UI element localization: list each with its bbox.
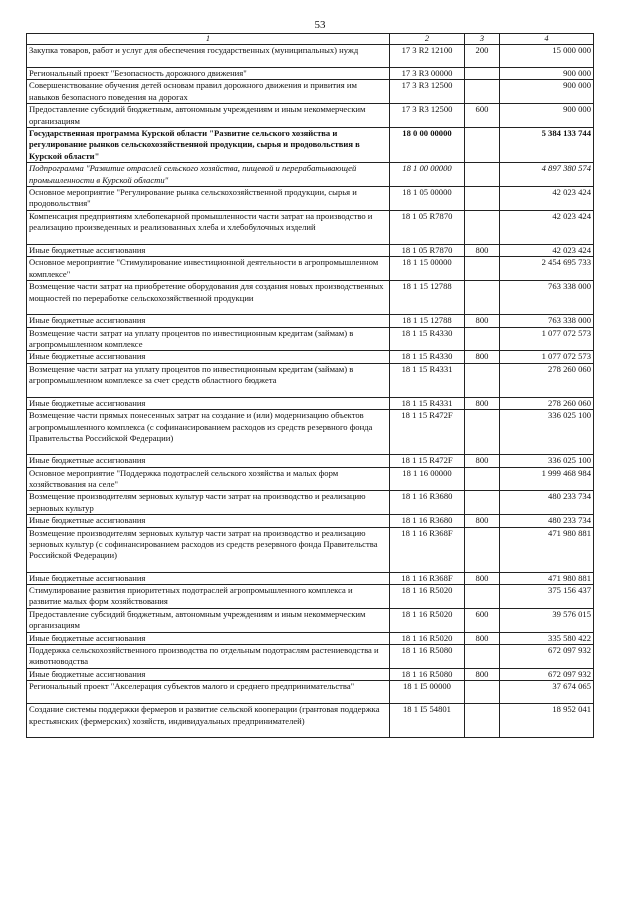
table-row	[27, 410, 594, 455]
row-type-cell	[465, 327, 500, 351]
row-code-cell: 18 1 15 R4331	[390, 363, 465, 397]
row-type-cell	[465, 704, 500, 738]
row-code-cell: 18 1 05 00000	[390, 187, 465, 211]
row-code-cell: 18 1 15 R472F	[390, 455, 465, 467]
row-name-cell: Возмещение части затрат на уплату процентов по инвестиционным кредитам (займам) в агропромышленном комплексе	[27, 327, 390, 351]
table-row	[27, 68, 594, 80]
row-name-cell: Возмещение производителям зерновых культур части затрат на производство и реализацию зерновых культур	[27, 491, 390, 515]
row-name-cell: Основное мероприятие "Поддержка подотраслей сельского хозяйства и малых форм хозяйствования на селе"	[27, 467, 390, 491]
row-type-cell: 800	[465, 455, 500, 467]
row-type-cell: 800	[465, 632, 500, 644]
table-row	[27, 608, 594, 632]
table-row	[27, 645, 594, 669]
row-sum-cell: 42 023 424	[500, 187, 594, 211]
row-code-cell: 18 1 16 R5080	[390, 645, 465, 669]
row-name-cell: Возмещение части затрат на уплату процентов по инвестиционным кредитам (займам) в агропромышленном комплексе за счет средств областного бюджета	[27, 363, 390, 397]
table-row	[27, 281, 594, 315]
row-code-cell: 18 1 I5 54801	[390, 704, 465, 738]
row-code-cell: 18 1 16 R3680	[390, 515, 465, 527]
row-sum-cell: 278 260 060	[500, 363, 594, 397]
row-name-cell: Иные бюджетные ассигнования	[27, 455, 390, 467]
table-row	[27, 467, 594, 491]
table-header-row	[27, 34, 594, 45]
header-col-1: 1	[27, 34, 390, 45]
row-name-cell: Поддержка сельскохозяйственного производства по отдельным подотраслям растениеводства и животноводства	[27, 645, 390, 669]
table-row	[27, 80, 594, 104]
row-name-cell: Компенсация предприятиям хлебопекарной промышленности части затрат на производство и реализацию произведенных и реализованных хлеба и хлебобулочных изделий	[27, 210, 390, 244]
row-code-cell: 18 1 15 R4330	[390, 327, 465, 351]
row-code-cell: 17 3 R3 12500	[390, 104, 465, 128]
row-type-cell: 800	[465, 572, 500, 584]
row-type-cell: 600	[465, 608, 500, 632]
row-sum-cell: 15 000 000	[500, 45, 594, 68]
table-row	[27, 704, 594, 738]
row-type-cell	[465, 584, 500, 608]
row-sum-cell: 39 576 015	[500, 608, 594, 632]
row-sum-cell: 763 338 000	[500, 281, 594, 315]
row-name-cell: Иные бюджетные ассигнования	[27, 397, 390, 409]
row-sum-cell: 471 980 881	[500, 527, 594, 572]
row-type-cell	[465, 467, 500, 491]
row-name-cell: Предоставление субсидий бюджетным, автономным учреждениям и иным некоммерческим организациям	[27, 104, 390, 128]
row-type-cell	[465, 128, 500, 163]
row-code-cell: 18 1 16 R368F	[390, 572, 465, 584]
row-type-cell	[465, 187, 500, 211]
row-type-cell: 800	[465, 315, 500, 327]
row-code-cell: 18 1 16 R3680	[390, 491, 465, 515]
row-type-cell	[465, 527, 500, 572]
row-sum-cell: 4 897 380 574	[500, 163, 594, 187]
header-col-4: 4	[500, 34, 594, 45]
row-code-cell: 18 1 05 R7870	[390, 210, 465, 244]
table-row	[27, 210, 594, 244]
row-type-cell: 600	[465, 104, 500, 128]
budget-table-body	[27, 34, 594, 738]
row-sum-cell: 1 077 072 573	[500, 327, 594, 351]
row-type-cell	[465, 257, 500, 281]
table-row	[27, 632, 594, 644]
budget-table	[26, 33, 594, 738]
row-code-cell: 18 1 15 R4330	[390, 351, 465, 363]
row-sum-cell: 1 999 468 984	[500, 467, 594, 491]
row-name-cell: Иные бюджетные ассигнования	[27, 244, 390, 256]
row-type-cell	[465, 281, 500, 315]
row-name-cell: Иные бюджетные ассигнования	[27, 351, 390, 363]
row-type-cell	[465, 681, 500, 704]
row-sum-cell: 471 980 881	[500, 572, 594, 584]
table-row	[27, 187, 594, 211]
row-code-cell: 18 1 15 R4331	[390, 397, 465, 409]
row-sum-cell: 42 023 424	[500, 244, 594, 256]
row-code-cell: 18 1 16 R5020	[390, 608, 465, 632]
row-code-cell: 18 1 16 R5020	[390, 584, 465, 608]
row-name-cell: Предоставление субсидий бюджетным, автономным учреждениям и иным некоммерческим организациям	[27, 608, 390, 632]
row-code-cell: 18 1 15 12788	[390, 315, 465, 327]
row-name-cell: Государственная программа Курской области "Развитие сельского хозяйства и регулирование рынков сельскохозяйственной продукции, сырья и продовольствия в Курской области"	[27, 128, 390, 163]
row-type-cell: 800	[465, 668, 500, 680]
row-code-cell: 17 3 R3 12500	[390, 80, 465, 104]
table-row	[27, 45, 594, 68]
row-type-cell	[465, 163, 500, 187]
row-sum-cell: 480 233 734	[500, 491, 594, 515]
row-sum-cell: 763 338 000	[500, 315, 594, 327]
table-row	[27, 244, 594, 256]
row-name-cell: Иные бюджетные ассигнования	[27, 572, 390, 584]
row-type-cell	[465, 210, 500, 244]
row-sum-cell: 900 000	[500, 80, 594, 104]
row-name-cell: Создание системы поддержки фермеров и развитие сельской кооперации (грантовая поддержка крестьянских (фермерских) хозяйств, индивидуальных предпринимателей)	[27, 704, 390, 738]
row-sum-cell: 278 260 060	[500, 397, 594, 409]
row-name-cell: Возмещение части затрат на приобретение оборудования для создания новых производственных мощностей по переработке сельскохозяйственной продукции	[27, 281, 390, 315]
row-name-cell: Региональный проект "Безопасность дорожного движения"	[27, 68, 390, 80]
row-code-cell: 18 1 I5 00000	[390, 681, 465, 704]
row-sum-cell: 1 077 072 573	[500, 351, 594, 363]
table-row	[27, 455, 594, 467]
row-code-cell: 18 1 15 R472F	[390, 410, 465, 455]
row-code-cell: 18 1 15 12788	[390, 281, 465, 315]
row-name-cell: Возмещение производителям зерновых культур части затрат на производство и реализацию зерновых культур (с софинансированием расходов из средств резервного фонда Правительства Российской Федерации)	[27, 527, 390, 572]
row-type-cell: 200	[465, 45, 500, 68]
row-code-cell: 17 3 R3 00000	[390, 68, 465, 80]
row-sum-cell: 2 454 695 733	[500, 257, 594, 281]
row-type-cell	[465, 80, 500, 104]
table-row	[27, 128, 594, 163]
row-sum-cell: 480 233 734	[500, 515, 594, 527]
row-code-cell: 18 1 05 R7870	[390, 244, 465, 256]
row-sum-cell: 336 025 100	[500, 410, 594, 455]
row-sum-cell: 375 156 437	[500, 584, 594, 608]
row-name-cell: Подпрограмма "Развитие отраслей сельского хозяйства, пищевой и перерабатывающей промышленности в Курской области"	[27, 163, 390, 187]
row-name-cell: Совершенствование обучения детей основам правил дорожного движения и привития им навыков безопасного поведения на дорогах	[27, 80, 390, 104]
row-sum-cell: 672 097 932	[500, 645, 594, 669]
table-row	[27, 572, 594, 584]
row-sum-cell: 37 674 065	[500, 681, 594, 704]
row-type-cell	[465, 363, 500, 397]
row-type-cell	[465, 410, 500, 455]
row-code-cell: 18 1 16 R5020	[390, 632, 465, 644]
page-number: 53	[314, 19, 326, 31]
row-code-cell: 18 1 00 00000	[390, 163, 465, 187]
row-sum-cell: 42 023 424	[500, 210, 594, 244]
table-row	[27, 363, 594, 397]
row-sum-cell: 18 952 041	[500, 704, 594, 738]
row-code-cell: 18 1 16 00000	[390, 467, 465, 491]
row-code-cell: 18 1 16 R368F	[390, 527, 465, 572]
table-row	[27, 515, 594, 527]
table-row	[27, 397, 594, 409]
row-sum-cell: 5 384 133 744	[500, 128, 594, 163]
row-type-cell: 800	[465, 515, 500, 527]
row-code-cell: 18 1 15 00000	[390, 257, 465, 281]
table-row	[27, 327, 594, 351]
row-name-cell: Основное мероприятие "Регулирование рынка сельскохозяйственной продукции, сырья и продовольствия"	[27, 187, 390, 211]
table-row	[27, 257, 594, 281]
row-name-cell: Возмещение части прямых понесенных затрат на создание и (или) модернизацию объектов агропромышленного комплекса (с софинансированием расходов из средств резервного фонда Правительства Российской Федерации)	[27, 410, 390, 455]
row-type-cell: 800	[465, 244, 500, 256]
row-code-cell: 18 0 00 00000	[390, 128, 465, 163]
row-name-cell: Иные бюджетные ассигнования	[27, 668, 390, 680]
row-code-cell: 17 3 R2 12100	[390, 45, 465, 68]
row-sum-cell: 672 097 932	[500, 668, 594, 680]
row-sum-cell: 900 000	[500, 104, 594, 128]
row-type-cell	[465, 491, 500, 515]
table-row	[27, 104, 594, 128]
header-col-2: 2	[390, 34, 465, 45]
table-row	[27, 584, 594, 608]
table-row	[27, 681, 594, 704]
row-name-cell: Закупка товаров, работ и услуг для обеспечения государственных (муниципальных) нужд	[27, 45, 390, 68]
table-row	[27, 315, 594, 327]
row-type-cell	[465, 645, 500, 669]
row-name-cell: Основное мероприятие "Стимулирование инвестиционной деятельности в агропромышленном комплексе"	[27, 257, 390, 281]
row-type-cell: 800	[465, 397, 500, 409]
row-name-cell: Стимулирование развития приоритетных подотраслей агропромышленного комплекса и развитие малых форм хозяйствования	[27, 584, 390, 608]
row-type-cell: 800	[465, 351, 500, 363]
row-sum-cell: 900 000	[500, 68, 594, 80]
row-sum-cell: 335 580 422	[500, 632, 594, 644]
header-col-3: 3	[465, 34, 500, 45]
row-name-cell: Иные бюджетные ассигнования	[27, 632, 390, 644]
table-row	[27, 163, 594, 187]
table-row	[27, 668, 594, 680]
row-sum-cell: 336 025 100	[500, 455, 594, 467]
table-row	[27, 351, 594, 363]
row-name-cell: Региональный проект "Акселерация субъектов малого и среднего предпринимательства"	[27, 681, 390, 704]
row-name-cell: Иные бюджетные ассигнования	[27, 315, 390, 327]
table-row	[27, 491, 594, 515]
row-type-cell	[465, 68, 500, 80]
table-row	[27, 527, 594, 572]
row-code-cell: 18 1 16 R5080	[390, 668, 465, 680]
row-name-cell: Иные бюджетные ассигнования	[27, 515, 390, 527]
